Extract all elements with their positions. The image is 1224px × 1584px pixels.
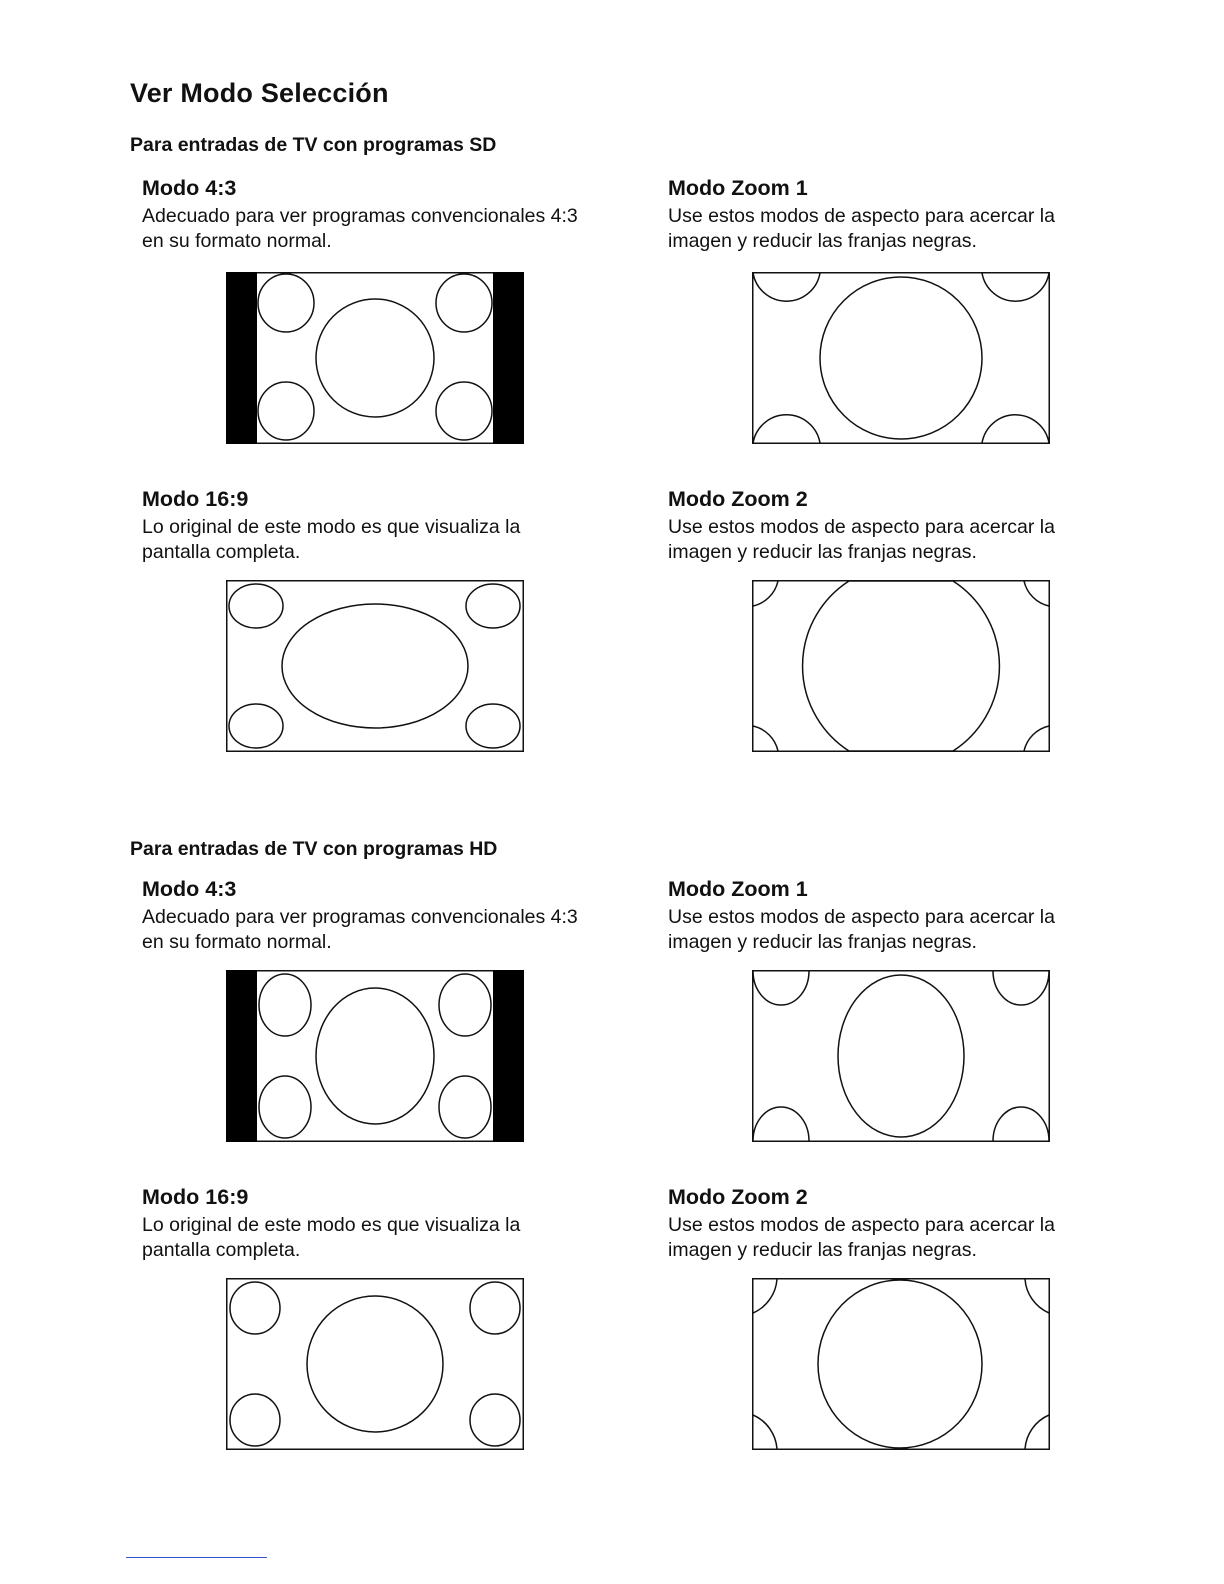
corner-arc-top-left [753, 581, 778, 606]
corner-ellipse-top-right [466, 584, 520, 628]
mode-title: Modo 16:9 [142, 1185, 249, 1209]
center-ellipse [282, 604, 468, 728]
screen-frame [753, 1279, 1050, 1450]
corner-ellipse-top-left [259, 974, 311, 1036]
mode-description-line: pantalla completa. [142, 1239, 301, 1261]
screen-frame [753, 581, 1050, 752]
mode-block-hd-zoom-1 [668, 876, 1138, 955]
corner-arc-top-left [753, 971, 809, 1005]
mode-description-line: Use estos modos de aspecto para acercar la [668, 906, 1055, 928]
mode-description-line: Lo original de este modo es que visualiza la [142, 516, 521, 538]
pillarbox-right [493, 970, 524, 1142]
diagram-hd-zoom-1 [752, 970, 1050, 1142]
mode-description-line: en su formato normal. [142, 931, 332, 953]
mode-block-hd-16-9 [142, 1184, 612, 1263]
mode-description-line: imagen y reducir las franjas negras. [668, 1239, 977, 1261]
mode-title: Modo Zoom 2 [668, 1185, 808, 1209]
diagram-sd-zoom-2 [752, 580, 1050, 752]
pillarbox-left [226, 272, 257, 444]
mode-description [668, 515, 1138, 565]
mode-title: Modo 4:3 [142, 877, 237, 901]
diagram-hd-16-9 [226, 1278, 524, 1450]
mode-description-line: imagen y reducir las franjas negras. [668, 931, 977, 953]
corner-arc-bottom-right [993, 1107, 1049, 1141]
mode-description-line: en su formato normal. [142, 230, 332, 252]
mode-description-line: Adecuado para ver programas convencionales 4:3 [142, 205, 578, 227]
center-circle [818, 1280, 982, 1448]
mode-block-sd-4-3 [142, 175, 612, 254]
mode-description [668, 1213, 1138, 1263]
center-circle [316, 299, 434, 417]
mode-title: Modo 16:9 [142, 487, 249, 511]
corner-arc-bottom-left [753, 1415, 777, 1449]
center-circle-cropped [803, 581, 1000, 751]
screen-frame [753, 273, 1050, 444]
mode-description-line: imagen y reducir las franjas negras. [668, 541, 977, 563]
corner-circle-top-right [470, 1282, 520, 1334]
mode-description [668, 905, 1138, 955]
corner-ellipse-top-left [229, 584, 283, 628]
pillarbox-right [493, 272, 524, 444]
corner-arc-bottom-right [982, 415, 1049, 443]
corner-arc-top-left [753, 273, 820, 301]
corner-arc-bottom-right [1025, 1415, 1049, 1449]
mode-description-line: Lo original de este modo es que visualiza la [142, 1214, 521, 1236]
diagram-hd-4-3 [226, 970, 524, 1142]
mode-title: Modo Zoom 1 [668, 176, 808, 200]
mode-block-hd-4-3 [142, 876, 612, 955]
diagram-sd-4-3 [226, 272, 524, 444]
mode-description-line: Use estos modos de aspecto para acercar la [668, 1214, 1055, 1236]
diagram-sd-zoom-1 [752, 272, 1050, 444]
center-circle [307, 1296, 443, 1432]
corner-arc-bottom-left [753, 726, 778, 751]
mode-title: Modo Zoom 1 [668, 877, 808, 901]
corner-arc-top-right [993, 971, 1049, 1005]
corner-circle-top-left [230, 1282, 280, 1334]
mode-description [142, 1213, 612, 1263]
mode-block-sd-16-9 [142, 486, 612, 565]
corner-arc-bottom-left [753, 1107, 809, 1141]
corner-arc-top-right [1025, 1279, 1049, 1313]
center-circle [820, 277, 982, 439]
corner-circle-bottom-right [436, 382, 492, 440]
screen-frame [753, 971, 1050, 1142]
mode-block-hd-zoom-2 [668, 1184, 1138, 1263]
section-heading-hd: Para entradas de TV con programas HD [130, 838, 498, 860]
mode-description-line: Use estos modos de aspecto para acercar la [668, 205, 1055, 227]
corner-circle-top-right [436, 274, 492, 332]
corner-ellipse-top-right [439, 974, 491, 1036]
corner-circle-bottom-left [230, 1394, 280, 1446]
mode-description-line: imagen y reducir las franjas negras. [668, 230, 977, 252]
corner-ellipse-bottom-left [229, 704, 283, 748]
mode-description-line: Adecuado para ver programas convencionales 4:3 [142, 906, 578, 928]
corner-circle-bottom-right [470, 1394, 520, 1446]
screen-frame [227, 1279, 524, 1450]
mode-title: Modo Zoom 2 [668, 487, 808, 511]
section-heading-sd: Para entradas de TV con programas SD [130, 134, 497, 156]
mode-description [142, 515, 612, 565]
corner-arc-bottom-right [1024, 726, 1049, 751]
corner-arc-top-right [982, 273, 1049, 301]
corner-circle-bottom-left [258, 382, 314, 440]
corner-circle-top-left [258, 274, 314, 332]
mode-block-sd-zoom-2 [668, 486, 1138, 565]
diagram-sd-16-9 [226, 580, 524, 752]
diagram-hd-zoom-2 [752, 1278, 1050, 1450]
page-title: Ver Modo Selección [130, 78, 389, 108]
center-ellipse [316, 988, 434, 1124]
mode-description-line: Use estos modos de aspecto para acercar la [668, 516, 1055, 538]
pillarbox-left [226, 970, 257, 1142]
corner-ellipse-bottom-left [259, 1076, 311, 1138]
mode-description-line: pantalla completa. [142, 541, 301, 563]
footer-rule [126, 1557, 267, 1558]
corner-ellipse-bottom-right [439, 1076, 491, 1138]
screen-frame [227, 971, 524, 1142]
mode-title: Modo 4:3 [142, 176, 237, 200]
corner-arc-bottom-left [753, 415, 820, 443]
mode-description [142, 204, 612, 254]
center-ellipse [838, 975, 964, 1137]
mode-description [142, 905, 612, 955]
corner-arc-top-right [1024, 581, 1049, 606]
corner-ellipse-bottom-right [466, 704, 520, 748]
mode-description [668, 204, 1138, 254]
mode-block-sd-zoom-1 [668, 175, 1138, 254]
screen-frame [227, 581, 524, 752]
corner-arc-top-left [753, 1279, 777, 1313]
